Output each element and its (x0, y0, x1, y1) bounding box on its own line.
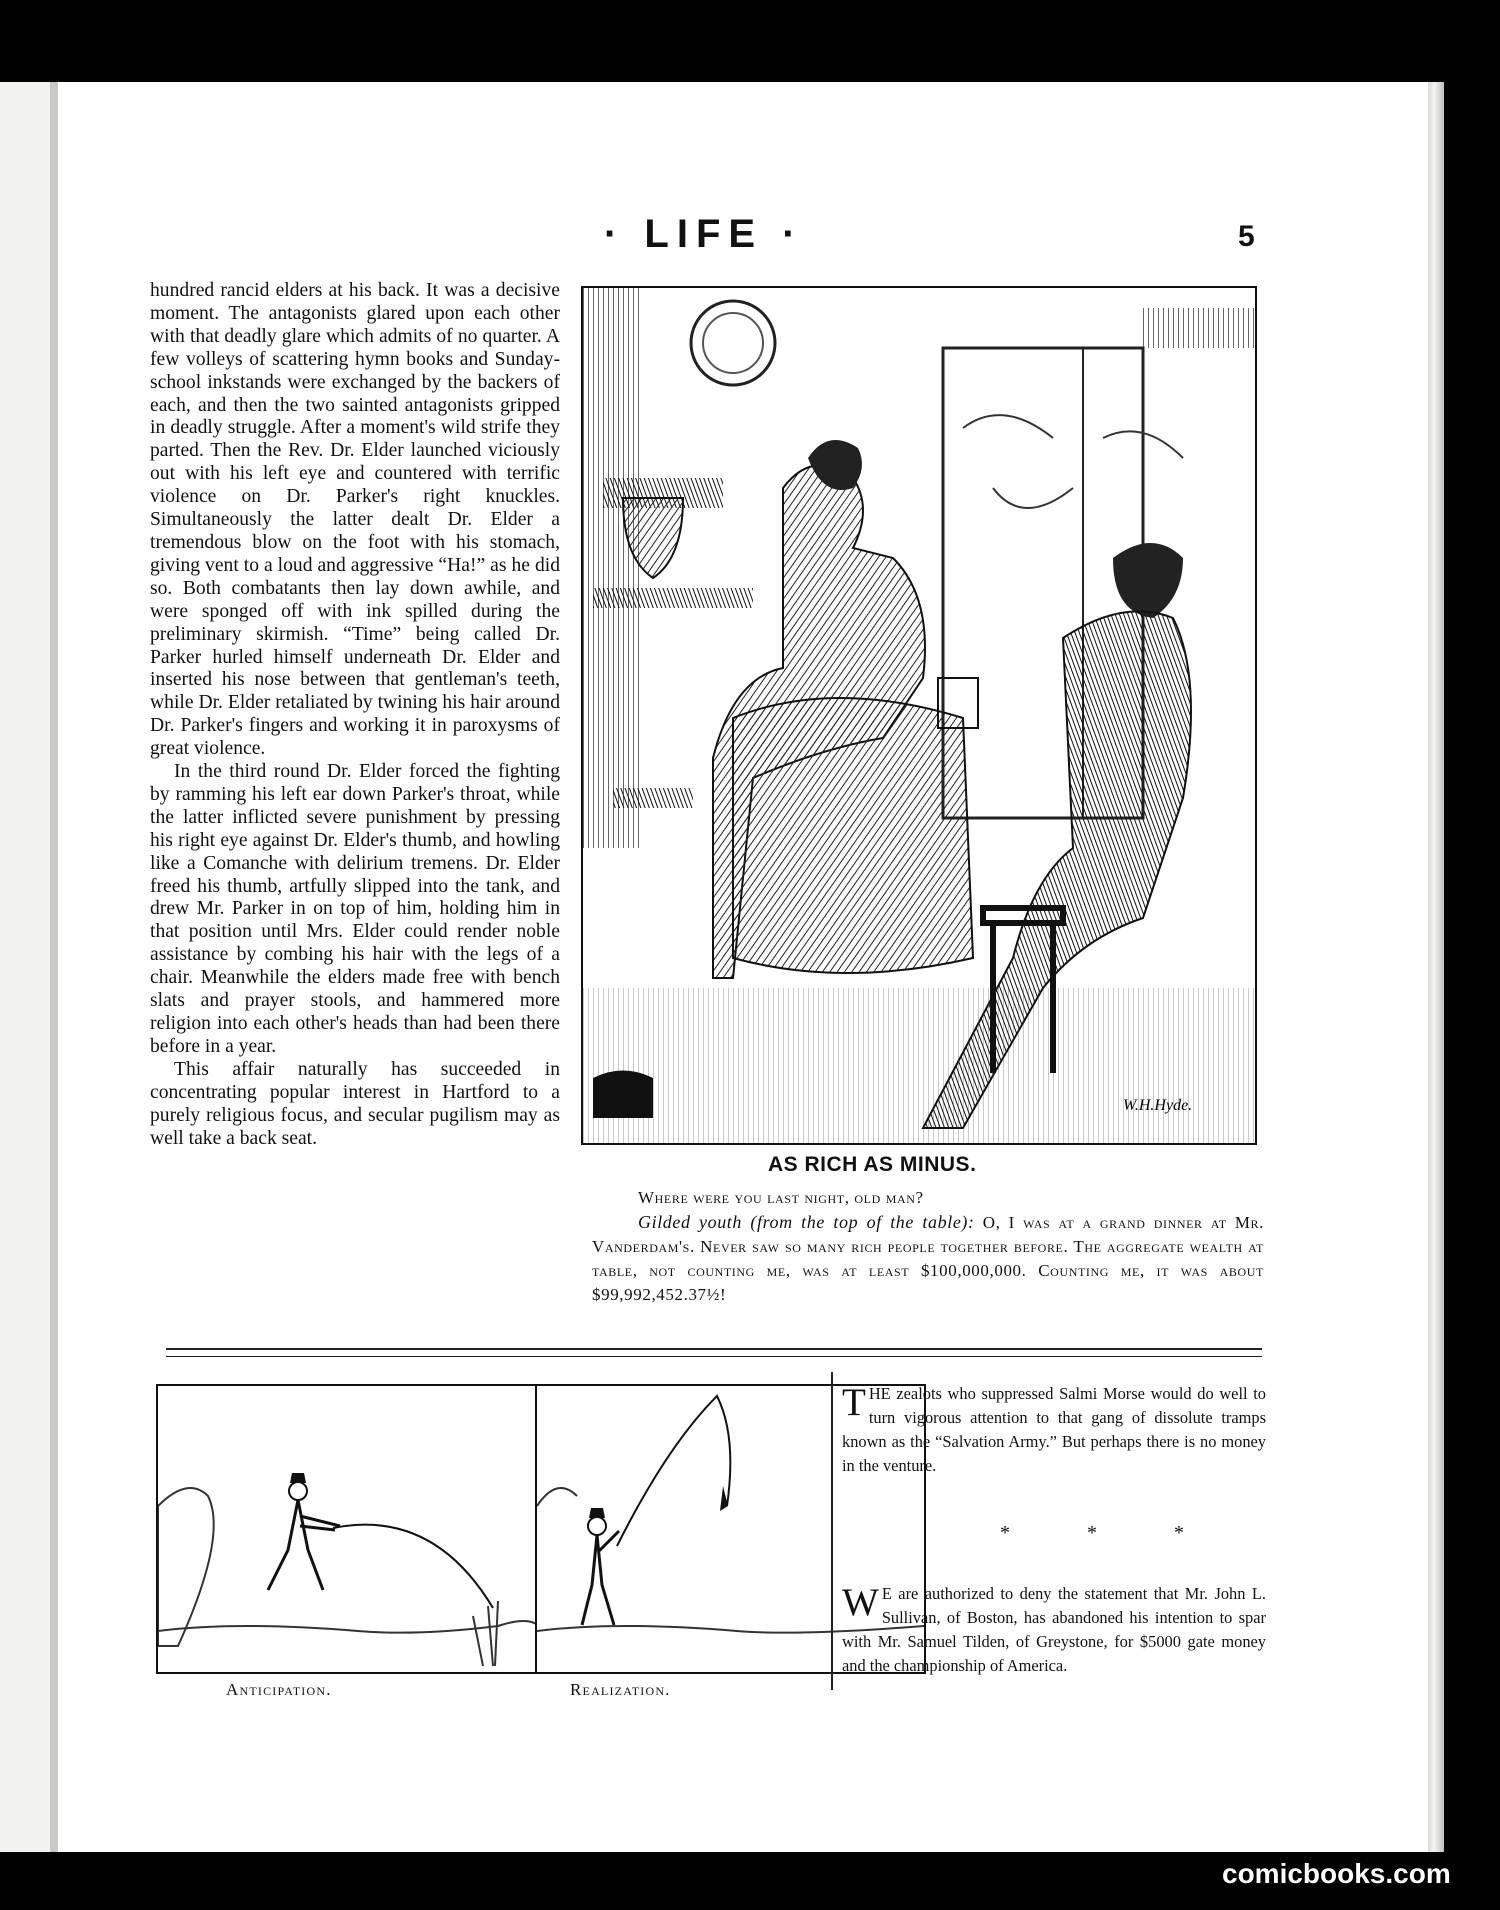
news-item-sullivan (842, 1582, 1266, 1678)
cartoon-answer: O, I was at a grand dinner at Mr. Vanderdam's. Never saw so many rich people together before. The aggregate wealth at table, not counting me, was at least $100,000,000. Counting me, it was about $99,992,452.37½! (592, 1213, 1265, 1304)
engraving-drawing (583, 288, 1255, 1143)
masthead-title: · LIFE · (604, 212, 804, 256)
news-item-text: E are authorized to deny the statement that Mr. John L. Sullivan, of Boston, has abandoned his intention to spar with Mr. Samuel Tilden, of Greystone, for $5000 gate money and the championship of America. (842, 1584, 1266, 1675)
drop-cap: T (842, 1381, 866, 1424)
cartoon-title: AS RICH AS MINUS. (768, 1153, 977, 1176)
item-separator: * * * (1000, 1522, 1220, 1544)
cartoon-caption (592, 1186, 1264, 1307)
column-divider (831, 1372, 833, 1690)
engraving-illustration (581, 286, 1257, 1145)
news-item-salvation-army (842, 1382, 1266, 1478)
comic-panel-anticipation (156, 1384, 541, 1674)
artist-signature: W.H.Hyde. (1123, 1097, 1193, 1114)
cartoon-answer-line (592, 1210, 1264, 1307)
drop-cap: W (842, 1581, 879, 1624)
cartoon-speaker: Gilded youth (from the top of the table): (638, 1212, 975, 1232)
article-paragraph: This affair naturally has succeeded in concentrating popular interest in Hartford to a purely religious focus, and secular pugilism may as well take a back seat. (150, 1058, 560, 1149)
watermark: comicbooks.com (1222, 1858, 1451, 1889)
article-paragraph: In the third round Dr. Elder forced the fighting by ramming his left ear down Parker's throat, while the latter inflicted severe punishment by pressing his right eye against Dr. Elder's thumb, and howling like a Comanche with delirium tremens. Dr. Elder freed his thumb, artfully slipped into the tank, and drew Mr. Parker in on top of him, holding him in that position until Mrs. Elder could render noble assistance by combing his hair with the legs of a chair. Meanwhile the elders made free with bench slats and prayer stools, and hammered more religion into each other's heads than had been there before in a year. (150, 761, 560, 1057)
comic-label-realization: Realization. (570, 1680, 671, 1699)
anticipation-drawing (158, 1386, 539, 1672)
cartoon-question: Where were you last night, old man? (638, 1188, 924, 1207)
page-stack-edge (1428, 82, 1444, 1852)
article-paragraph: hundred rancid elders at his back. It was a decisive moment. The antagonists glared upon each other with that deadly glare which admits of no quarter. A few volleys of scattering hymn books and Sunday-school inkstands were exchanged by the backers of each, and then the two sainted antagonists gripped in deadly struggle. After a moment's wild strife they parted. Then the Rev. Dr. Elder launched viciously out with his left eye and countered with terrific violence on Dr. Parker's right knuckles. Simultaneously the latter dealt Dr. Elder a tremendous blow on the foot with his stomach, giving vent to a loud and aggressive “Ha!” as he did so. Both combatants then lay down awhile, and were sponged off with ink spilled during the preliminary skirmish. “Time” being called Dr. Parker hurled himself underneath Dr. Elder and inserted his nose between that gentleman's teeth, while Dr. Elder retaliated by twining his hair around Dr. Parker's fingers and working it in paroxysms of great violence. (150, 280, 560, 760)
section-divider (166, 1348, 1262, 1357)
news-item-text: HE zealots who suppressed Salmi Morse would do well to turn vigorous attention to that gang of dissolute tramps known as the “Salvation Army.” But perhaps there is no money in the venture. (842, 1384, 1266, 1475)
article-column (150, 280, 560, 1150)
facing-page-edge (50, 82, 58, 1852)
comic-label-anticipation: Anticipation. (226, 1680, 332, 1699)
page-number: 5 (1238, 220, 1255, 253)
